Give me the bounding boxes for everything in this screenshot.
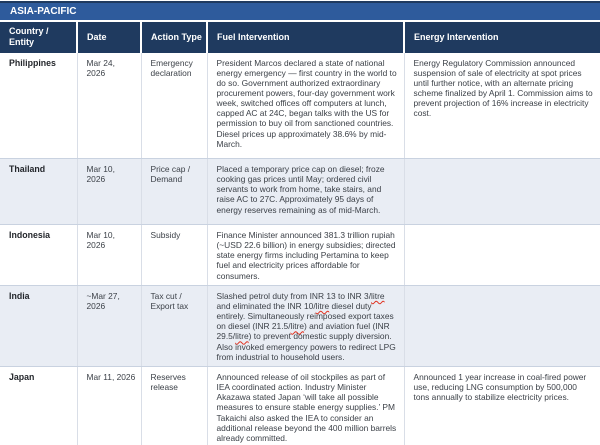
- table-row-indonesia: [0, 225, 600, 286]
- misspelled-word: litre: [290, 321, 305, 332]
- column-header-fuel-intervention: Fuel Intervention: [207, 22, 404, 53]
- text-segment: ) and aviation fuel (INR 29.5/: [216, 321, 390, 342]
- misspelled-word: litre: [371, 290, 385, 301]
- misspelled-word: litre: [235, 331, 249, 342]
- fuel-intervention-cell: Placed a temporary price cap on diesel; froze cooking gas prices until May; ordered civil servants to work from home, take stairs, and raise AC to 27C. Approximately 95 days of energy reserves remaining as of mid-March.: [207, 159, 404, 225]
- date-cell: Mar 24, 2026: [77, 53, 141, 159]
- date-cell: Mar 10, 2026: [77, 225, 141, 286]
- energy-intervention-cell: [404, 285, 600, 366]
- fuel-intervention-cell: Announced release of oil stockpiles as part of IEA coordinated action. Industry Minister Akazawa stated Japan ‘will take all possible measures to ensure stable energy supplies.’ PM Takaichi also asked the IEA to consider an additional release beyond the 400 million barrels already committed.: [207, 366, 404, 445]
- energy-intervention-cell: Announced 1 year increase in coal-fired power use, reducing LNG consumption by 500,000 tons annually to stabilize electricity prices.: [404, 366, 600, 445]
- table-row-india: [0, 285, 600, 366]
- energy-intervention-cell: Energy Regulatory Commission announced suspension of sale of electricity at spot prices until further notice, with an alternate pricing scheme finalized by April 1. Commission aims to prevent projection of 16% increase in electricity cost.: [404, 53, 600, 159]
- fuel-intervention-cell: [207, 285, 404, 366]
- country-cell: Japan: [0, 366, 77, 445]
- date-cell: ~Mar 27, 2026: [77, 285, 141, 366]
- text-segment: diesel duty entirely. Simultaneously reimposed export taxes on diesel (INR 21.5/: [216, 300, 394, 332]
- fuel-intervention-cell: Finance Minister announced 381.3 trillion rupiah (~USD 22.6 billion) in energy subsidies; directed state energy firms including Pertamina to keep fuel and electricity prices affordable for consumers.: [207, 225, 404, 286]
- misspelled-word: litre: [315, 300, 330, 311]
- fuel-intervention-cell: President Marcos declared a state of national energy emergency — first country in the world to do so. Government authorized extraordinary procurement powers, four-day government work week, switched offices off computers at lunch, capped AC at 24C, began talks with the US for permission to buy oil from sanctioned countries. Diesel prices up approximately 38.6% by mid-March.: [207, 53, 404, 159]
- table-title-bar: ASIA-PACIFIC: [0, 1, 600, 20]
- date-cell: Mar 10, 2026: [77, 159, 141, 225]
- asia-pacific-table: [0, 22, 600, 445]
- country-cell: Thailand: [0, 159, 77, 225]
- text-segment: Slashed petrol duty from INR 13 to INR 3/: [216, 290, 372, 301]
- country-cell: Philippines: [0, 53, 77, 159]
- table-row-philippines: [0, 53, 600, 159]
- column-header-date: Date: [77, 22, 141, 53]
- table-row-japan: [0, 366, 600, 445]
- action-type-cell: Subsidy: [141, 225, 207, 286]
- action-type-cell: Tax cut / Export tax: [141, 285, 207, 366]
- text-segment: ) to prevent domestic supply diversion. Also invoked emergency powers to redirect LPG from industrial to household users.: [216, 331, 396, 362]
- energy-intervention-cell: [404, 225, 600, 286]
- text-segment: and eliminated the INR 10/: [216, 300, 316, 311]
- date-cell: Mar 11, 2026: [77, 366, 141, 445]
- column-header-energy-intervention: Energy Intervention: [404, 22, 600, 53]
- action-type-cell: Emergency declaration: [141, 53, 207, 159]
- country-cell: Indonesia: [0, 225, 77, 286]
- action-type-cell: Price cap / Demand: [141, 159, 207, 225]
- header-row: [0, 22, 600, 53]
- column-header-action-type: Action Type: [141, 22, 207, 53]
- column-header-country: Country / Entity: [0, 22, 77, 53]
- table-row-thailand: [0, 159, 600, 225]
- action-type-cell: Reserves release: [141, 366, 207, 445]
- energy-intervention-cell: [404, 159, 600, 225]
- country-cell: India: [0, 285, 77, 366]
